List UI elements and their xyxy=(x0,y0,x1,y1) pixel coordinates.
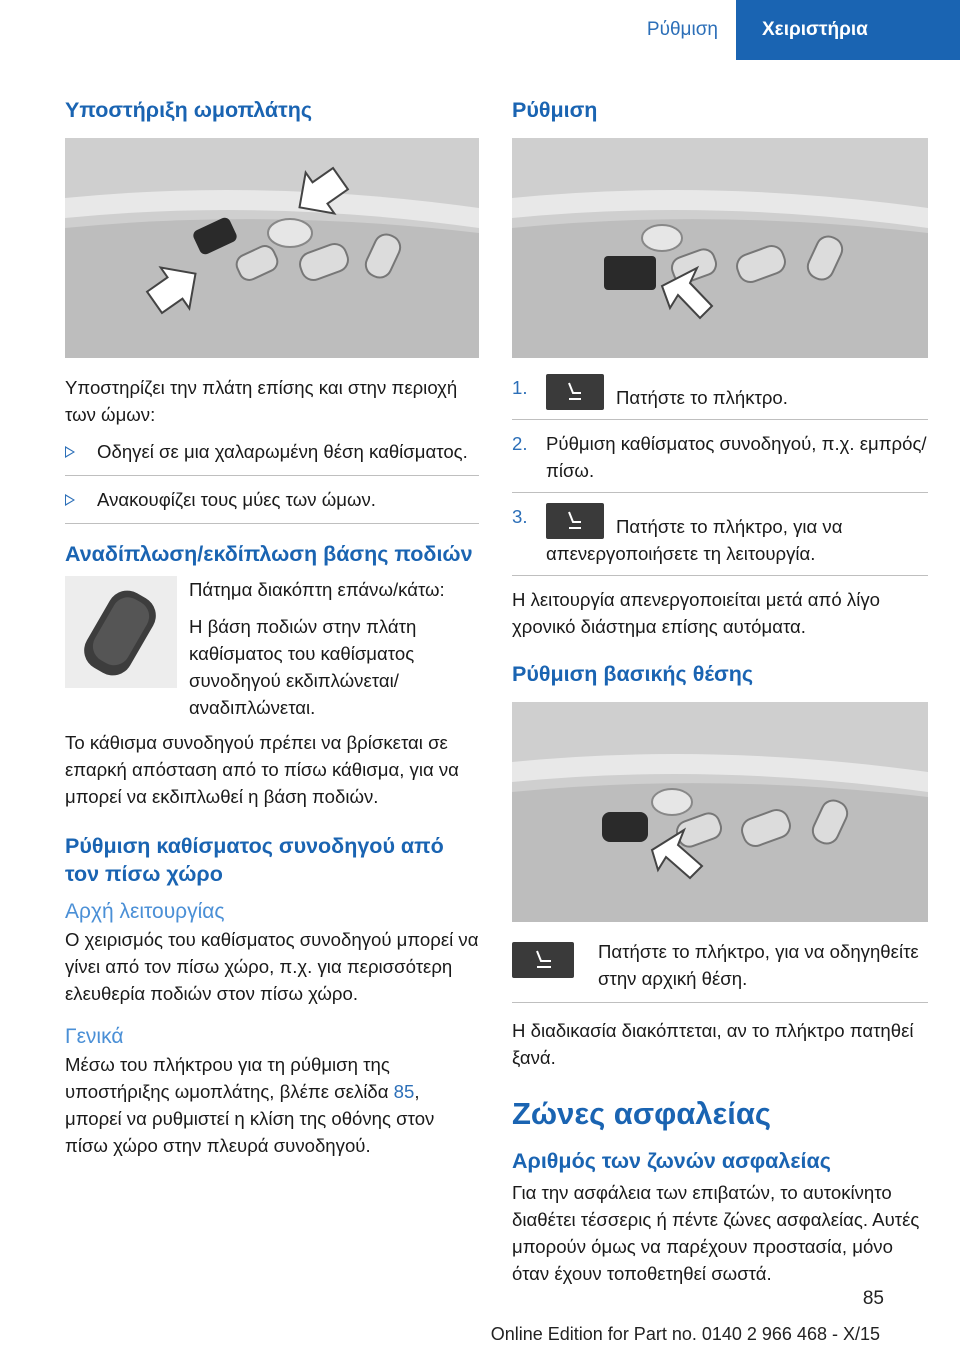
footrest-switch-image xyxy=(65,576,177,688)
list-item: 3. Πατήστε το πλήκτρο, για να απενεργοποιήσετε τη λειτουργία. xyxy=(512,503,928,576)
triangle-bullet-icon xyxy=(65,446,75,458)
right-column xyxy=(512,96,928,1297)
heading-rear-adjust: Ρύθμιση καθίσματος συνοδηγού από τον πίσω χώρο xyxy=(65,834,444,886)
general-text: Μέσω του πλήκτρου για τη ρύθμιση της υποστήριξης ωμοπλάτης, βλέπε σελίδα 85, μπορεί να ρυθμιστεί η κλίση της οθόνης στον πίσω χώρο στην πλευρά συνοδηγού. xyxy=(65,1054,435,1156)
footrest-press: Πάτημα διακόπτη επάνω/κάτω: xyxy=(189,579,445,600)
triangle-bullet-icon xyxy=(65,494,75,506)
heading-general: Γενικά xyxy=(65,1025,124,1048)
edition-text: Online Edition for Part no. 0140 2 966 468 - X/15 xyxy=(490,1324,880,1344)
footrest-note: Το κάθισμα συνοδηγού πρέπει να βρίσκεται σε επαρκή απόσταση από το πίσω κάθισμα, για να μπορεί να εκδιπλωθεί η βάση ποδιών. xyxy=(65,732,459,807)
list-item: Ανακουφίζει τους μύες των ώμων. xyxy=(65,486,479,524)
seat-button-icon xyxy=(546,503,604,539)
page-link[interactable]: 85 xyxy=(393,1081,415,1102)
belt-count-text: Για την ασφάλεια των επιβατών, το αυτοκίνητο διαθέτει τέσσερις ή πέντε ζώνες ασφαλείας. Αυτές μπορούν όμως να παρέχουν προστασία, μόνο όταν έχουν τοποθετηθεί σωστά. xyxy=(512,1182,920,1284)
shoulder-benefits-list xyxy=(65,438,479,524)
basic-position-text: Πατήστε το πλήκτρο, για να οδηγηθείτε στην αρχική θέση. xyxy=(598,941,919,989)
list-item: 1. Πατήστε το πλήκτρο. xyxy=(512,374,928,420)
heading-adjust: Ρύθμιση xyxy=(512,98,598,122)
list-item: 2. Ρύθμιση καθίσματος συνοδηγού, π.χ. εμπρός/πίσω. xyxy=(512,430,928,493)
page-number: 85 xyxy=(862,1288,884,1309)
heading-belt-count: Αριθμός των ζωνών ασφαλείας xyxy=(512,1149,831,1173)
heading-shoulder-support: Υποστήριξη ωμοπλάτης xyxy=(65,98,313,122)
section-label: Ρύθμιση xyxy=(629,0,736,60)
footrest-block xyxy=(65,576,479,721)
heading-basic-position: Ρύθμιση βασικής θέσης xyxy=(512,662,754,686)
adjust-steps-list xyxy=(512,374,928,576)
heading-seat-belts: Ζώνες ασφαλείας xyxy=(512,1096,772,1131)
basic-position-row xyxy=(512,938,928,1003)
left-column xyxy=(65,96,479,1169)
chapter-label: Χειριστήρια xyxy=(736,0,960,60)
basic-position-button-icon xyxy=(512,942,574,978)
list-item: Οδηγεί σε μια χαλαρωμένη θέση καθίσματος. xyxy=(65,438,479,476)
figure-seat-controls-rear-button xyxy=(512,138,928,358)
step-number: 1. xyxy=(512,377,528,398)
footrest-effect: Η βάση ποδιών στην πλάτη καθίσματος του καθίσματος συνοδηγού εκδιπλώνεται/αναδιπλώνεται. xyxy=(189,616,417,718)
step-number: 3. xyxy=(512,506,528,527)
page-footer xyxy=(0,1322,960,1362)
principle-text: Ο χειρισμός του καθίσματος συνοδηγού μπορεί να γίνει από τον πίσω χώρο, π.χ. για περισσότερη ελευθερία ποδιών στον πίσω χώρο. xyxy=(65,929,479,1004)
step-number: 2. xyxy=(512,433,528,454)
figure-seat-controls-basic xyxy=(512,702,928,922)
interrupt-text: Η διαδικασία διακόπτεται, αν το πλήκτρο πατηθεί ξανά. xyxy=(512,1020,914,1068)
heading-footrest: Αναδίπλωση/εκδίπλωση βάσης ποδιών xyxy=(65,542,473,566)
heading-principle: Αρχή λειτουργίας xyxy=(65,900,225,923)
auto-off-text: Η λειτουργία απενεργοποιείται μετά από λίγο χρονικό διάστημα επίσης αυτόματα. xyxy=(512,589,880,637)
page-header xyxy=(629,0,960,60)
shoulder-support-description: Υποστηρίζει την πλάτη επίσης και στην περιοχή των ώμων: xyxy=(65,377,458,425)
figure-seat-controls-shoulder xyxy=(65,138,479,358)
footrest-text xyxy=(189,576,479,721)
seat-button-icon xyxy=(546,374,604,410)
